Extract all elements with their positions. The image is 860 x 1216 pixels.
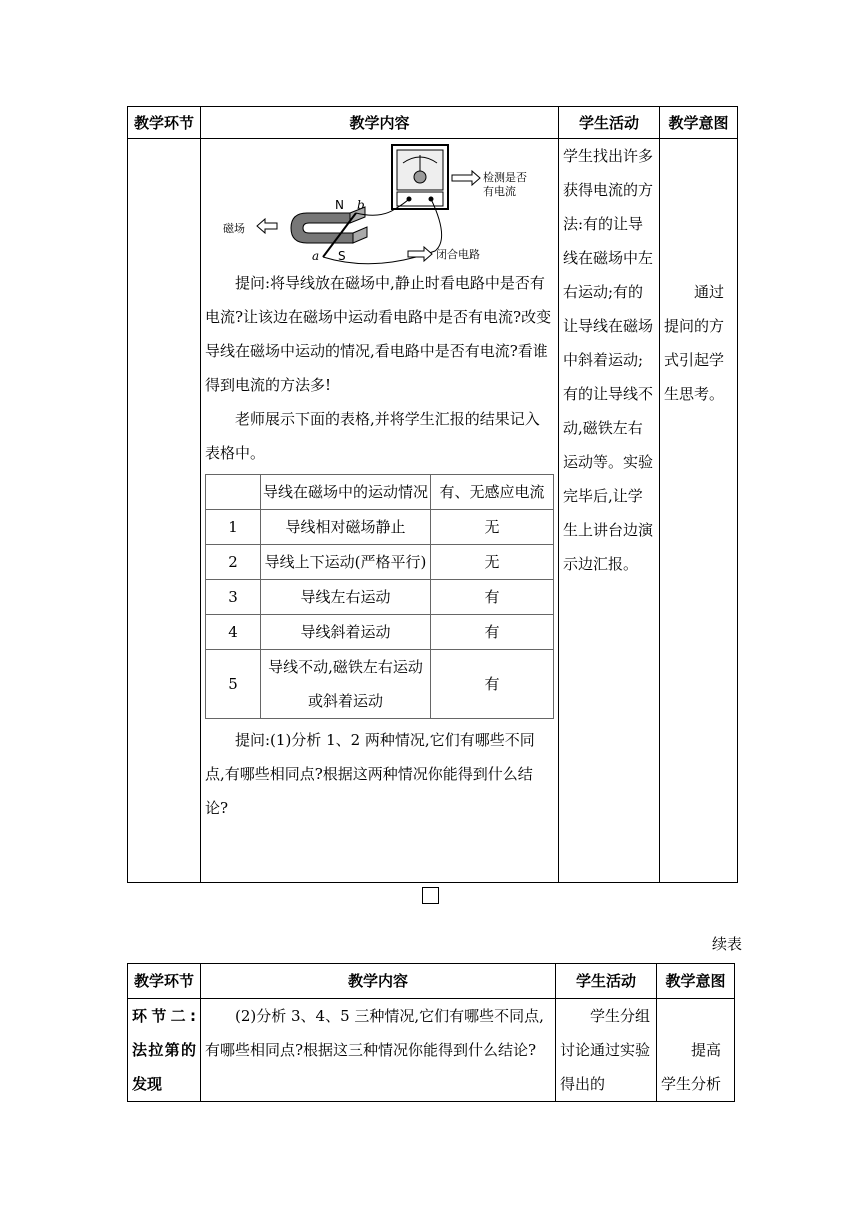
intent-cell: 通过提问的方式引起学生思考。 xyxy=(660,139,738,883)
section-activity: 学生分组讨论通过实验得出的 xyxy=(556,999,657,1102)
detect-label: 检测是否 xyxy=(483,171,527,184)
header-intent: 教学意图 xyxy=(660,107,738,139)
results-header-current: 有、无感应电流 xyxy=(431,475,554,510)
table-row xyxy=(206,650,554,719)
table-row xyxy=(206,545,554,580)
table-row xyxy=(206,580,554,615)
teacher-instruction: 老师展示下面的表格,并将学生汇报的结果记入表格中。 xyxy=(205,410,540,462)
continued-label: 续表 xyxy=(711,935,742,953)
row-current: 无 xyxy=(431,510,554,545)
section-intent: 提高学生分析 xyxy=(657,999,735,1102)
question-2: 提问:(1)分析 1、2 两种情况,它们有哪些不同点,有哪些相同点?根据这两种情况你能得到什么结论? xyxy=(205,731,535,817)
page-marker-box xyxy=(422,887,439,904)
row-motion: 导线相对磁场静止 xyxy=(261,510,431,545)
table-row xyxy=(206,615,554,650)
row-index: 5 xyxy=(206,650,261,719)
row-current: 有 xyxy=(431,650,554,719)
experiment-diagram xyxy=(205,139,554,266)
row-current: 无 xyxy=(431,545,554,580)
lesson-table xyxy=(127,106,738,883)
wire-end-a: a xyxy=(312,249,320,263)
question-1: 提问:将导线放在磁场中,静止时看电路中是否有电流?让该边在磁场中运动看电路中是否有电流?改变导线在磁场中运动的情况,看电路中是否有电流?看谁得到电流的方法多! xyxy=(205,274,552,394)
induction-apparatus-figure xyxy=(205,139,550,266)
results-header-index xyxy=(206,475,261,510)
row-current: 有 xyxy=(431,580,554,615)
north-pole-label: N xyxy=(335,198,344,212)
header-intent: 教学意图 xyxy=(657,964,735,999)
row-index: 3 xyxy=(206,580,261,615)
stage-cell xyxy=(128,139,201,883)
header-content: 教学内容 xyxy=(201,107,559,139)
circuit-label: 闭合电路 xyxy=(436,248,480,261)
row-index: 4 xyxy=(206,615,261,650)
header-activity: 学生活动 xyxy=(559,107,660,139)
row-current: 有 xyxy=(431,615,554,650)
header-stage: 教学环节 xyxy=(128,964,201,999)
lesson-table-continued xyxy=(127,963,735,1102)
results-table xyxy=(205,474,554,719)
row-motion: 导线左右运动 xyxy=(261,580,431,615)
detect-label-2: 有电流 xyxy=(483,185,516,198)
section-title: 环节二:法拉第的发现 xyxy=(128,999,201,1102)
row-index: 2 xyxy=(206,545,261,580)
section-content: (2)分析 3、4、5 三种情况,它们有哪些不同点,有哪些相同点?根据这三种情况你能得到什么结论? xyxy=(201,999,556,1102)
student-activity-cell: 学生找出许多获得电流的方法:有的让导线在磁场中左右运动;有的让导线在磁场中斜着运动;有的让导线不动,磁铁左右运动等。实验完毕后,让学生上讲台边演示边汇报。 xyxy=(559,139,660,883)
row-motion: 导线上下运动(严格平行) xyxy=(261,545,431,580)
row-index: 1 xyxy=(206,510,261,545)
south-pole-label: S xyxy=(338,249,346,263)
content-cell xyxy=(201,139,559,883)
wire-end-b: b xyxy=(357,198,365,212)
header-stage: 教学环节 xyxy=(128,107,201,139)
row-motion: 导线不动,磁铁左右运动或斜着运动 xyxy=(261,650,431,719)
row-motion: 导线斜着运动 xyxy=(261,615,431,650)
header-content: 教学内容 xyxy=(201,964,556,999)
table-row xyxy=(206,510,554,545)
results-header-motion: 导线在磁场中的运动情况 xyxy=(261,475,431,510)
header-activity: 学生活动 xyxy=(556,964,657,999)
field-label: 磁场 xyxy=(223,222,245,235)
